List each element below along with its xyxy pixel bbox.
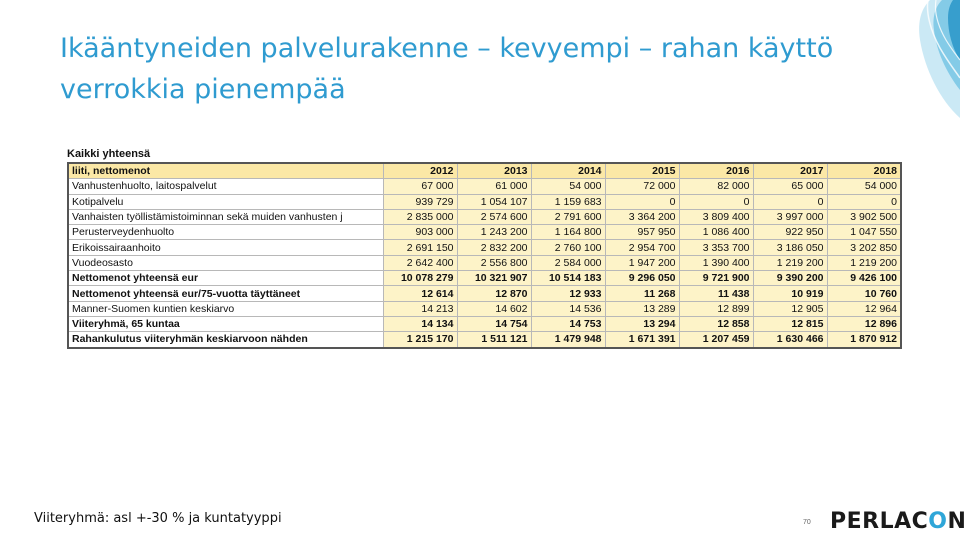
table-cell: 3 202 850: [827, 240, 901, 255]
table-cell: 1 947 200: [605, 255, 679, 270]
table-cell: 10 321 907: [457, 271, 531, 286]
table-cell: 1 047 550: [827, 225, 901, 240]
table-header-row: [68, 163, 901, 179]
table-cell: 13 289: [605, 301, 679, 316]
table-cell: 1 870 912: [827, 332, 901, 348]
row-label: Manner-Suomen kuntien keskiarvo: [68, 301, 383, 316]
table-cell: 10 078 279: [383, 271, 457, 286]
logo-text-o: O: [928, 509, 948, 534]
header-year: 2015: [605, 163, 679, 179]
table-cell: 3 997 000: [753, 209, 827, 224]
table-cell: 54 000: [827, 179, 901, 194]
table-cell: 12 905: [753, 301, 827, 316]
table-cell: 2 954 700: [605, 240, 679, 255]
table-cell: 2 832 200: [457, 240, 531, 255]
table-cell: 1 511 121: [457, 332, 531, 348]
table-cell: 14 754: [457, 316, 531, 331]
table-row: [68, 286, 901, 301]
header-year: 2014: [531, 163, 605, 179]
table-cell: 13 294: [605, 316, 679, 331]
table-cell: 0: [605, 194, 679, 209]
table-row: [68, 271, 901, 286]
table-cell: 11 268: [605, 286, 679, 301]
table-cell: 922 950: [753, 225, 827, 240]
table-cell: 54 000: [531, 179, 605, 194]
table-row: [68, 255, 901, 270]
row-label: Rahankulutus viiteryhmän keskiarvoon nähden: [68, 332, 383, 348]
table-cell: 2 642 400: [383, 255, 457, 270]
table-cell: 2 791 600: [531, 209, 605, 224]
table-cell: 12 964: [827, 301, 901, 316]
table-row: [68, 332, 901, 348]
table-row: [68, 225, 901, 240]
page-number: 70: [803, 519, 811, 526]
header-label: liiti, nettomenot: [68, 163, 383, 179]
table-row: [68, 301, 901, 316]
table-cell: 3 902 500: [827, 209, 901, 224]
row-label: Nettomenot yhteensä eur/75-vuotta täyttäneet: [68, 286, 383, 301]
table-cell: 2 835 000: [383, 209, 457, 224]
table-cell: 61 000: [457, 179, 531, 194]
row-label: Vuodeosasto: [68, 255, 383, 270]
table-cell: 1 159 683: [531, 194, 605, 209]
table-cell: 903 000: [383, 225, 457, 240]
table-cell: 1 207 459: [679, 332, 753, 348]
table-cell: 72 000: [605, 179, 679, 194]
row-label: Viiteryhmä, 65 kuntaa: [68, 316, 383, 331]
table-cell: 1 630 466: [753, 332, 827, 348]
table-cell: 1 479 948: [531, 332, 605, 348]
table-cell: 1 671 391: [605, 332, 679, 348]
table-cell: 1 215 170: [383, 332, 457, 348]
table-row: [68, 209, 901, 224]
logo-text-pre: PERLAC: [830, 509, 929, 534]
footnote: Viiteryhmä: asl +-30 % ja kuntatyyppi: [34, 511, 282, 526]
table-cell: 14 602: [457, 301, 531, 316]
table-cell: 9 426 100: [827, 271, 901, 286]
table-cell: 3 364 200: [605, 209, 679, 224]
table-cell: 1 219 200: [827, 255, 901, 270]
table-cell: 14 134: [383, 316, 457, 331]
table-cell: 0: [679, 194, 753, 209]
table-cell: 1 390 400: [679, 255, 753, 270]
table-cell: 10 514 183: [531, 271, 605, 286]
table-cell: 82 000: [679, 179, 753, 194]
row-label: Erikoissairaanhoito: [68, 240, 383, 255]
perlacon-logo: [830, 509, 966, 534]
table-cell: 957 950: [605, 225, 679, 240]
table-cell: 3 353 700: [679, 240, 753, 255]
table-cell: 1 219 200: [753, 255, 827, 270]
table-cell: 12 614: [383, 286, 457, 301]
table-cell: 1 086 400: [679, 225, 753, 240]
decorative-swirl-graphic: [870, 0, 960, 120]
cost-table: [67, 162, 902, 349]
table-cell: 67 000: [383, 179, 457, 194]
table-cell: 2 691 150: [383, 240, 457, 255]
table-cell: 1 164 800: [531, 225, 605, 240]
table-cell: 14 213: [383, 301, 457, 316]
table-cell: 2 760 100: [531, 240, 605, 255]
page-title: Ikääntyneiden palvelurakenne – kevyempi – rahan käyttö verrokkia pienempää: [60, 33, 834, 105]
header-year: 2012: [383, 163, 457, 179]
row-label: Vanhaisten työllistämistoiminnan sekä muiden vanhusten j: [68, 209, 383, 224]
table-cell: 939 729: [383, 194, 457, 209]
table-cell: 65 000: [753, 179, 827, 194]
table-cell: 12 896: [827, 316, 901, 331]
table-cell: 2 556 800: [457, 255, 531, 270]
cost-table-container: [67, 146, 901, 349]
header-year: 2016: [679, 163, 753, 179]
table-cell: 10 919: [753, 286, 827, 301]
table-cell: 0: [753, 194, 827, 209]
logo-text-post: N: [947, 509, 966, 534]
header-year: 2018: [827, 163, 901, 179]
table-cell: 3 809 400: [679, 209, 753, 224]
table-cell: 3 186 050: [753, 240, 827, 255]
header-year: 2013: [457, 163, 531, 179]
table-cell: 9 721 900: [679, 271, 753, 286]
table-cell: 1 243 200: [457, 225, 531, 240]
table-cell: 12 870: [457, 286, 531, 301]
table-cell: 2 574 600: [457, 209, 531, 224]
table-cell: 12 815: [753, 316, 827, 331]
table-cell: 9 390 200: [753, 271, 827, 286]
table-cell: 9 296 050: [605, 271, 679, 286]
table-cell: 12 899: [679, 301, 753, 316]
table-row: [68, 240, 901, 255]
header-year: 2017: [753, 163, 827, 179]
table-caption: Kaikki yhteensä: [67, 148, 151, 160]
table-cell: 10 760: [827, 286, 901, 301]
table-row: [68, 194, 901, 209]
row-label: Perusterveydenhuolto: [68, 225, 383, 240]
row-label: Vanhustenhuolto, laitospalvelut: [68, 179, 383, 194]
row-label: Nettomenot yhteensä eur: [68, 271, 383, 286]
table-cell: 0: [827, 194, 901, 209]
table-cell: 1 054 107: [457, 194, 531, 209]
table-cell: 2 584 000: [531, 255, 605, 270]
row-label: Kotipalvelu: [68, 194, 383, 209]
table-cell: 14 753: [531, 316, 605, 331]
table-row: [68, 316, 901, 331]
table-cell: 11 438: [679, 286, 753, 301]
table-cell: 14 536: [531, 301, 605, 316]
table-cell: 12 858: [679, 316, 753, 331]
table-row: [68, 179, 901, 194]
table-cell: 12 933: [531, 286, 605, 301]
